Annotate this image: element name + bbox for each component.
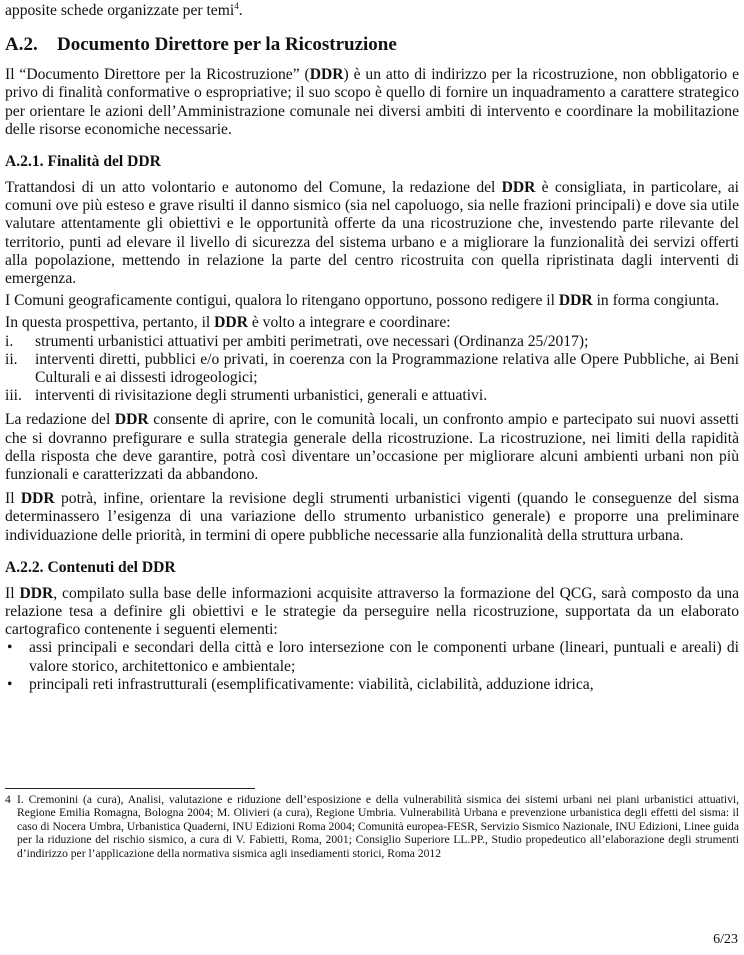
intro-line: apposite schede organizzate per temi$^4$. <box>5 0 243 19</box>
list-item: iii. interventi di rivisitazione degli strumenti urbanistici, generali e attuativi. <box>5 387 488 405</box>
paragraph-revisione: Il DDR potrà, infine, orientare la revisione degli strumenti urbanistici vigenti (quando le conseguenze del sisma determinassero l’esigenza di una variazione dello strumento urbanistico generale) e proporre una preliminare individuazione delle priorità, in termini di opere pubbliche necessarie alla funzionalità della struttura urbana. <box>5 490 739 544</box>
subsection-heading-contenuti: A.2.2. Contenuti del DDR <box>5 558 176 576</box>
paragraph-contenuti: Il DDR, compilato sulla base delle informazioni acquisite attraverso la formazione del QCG, sarà composto da una relazione tesa a definire gli obiettivi e le strategie da perseguire nella ricostruzione, supportata da un elaborato cartografico contenente i seguenti elementi: <box>5 584 739 639</box>
paragraph-ddr-definition: Il “Documento Direttore per la Ricostruzione” (DDR) è un atto di indirizzo per la ricostruzione, non obbligatorio e privo di finalità conformative o espropriative; il suo scopo è quello di fornire un inquadramento a carattere strategico per orientare le azioni dell’Amministrazione comunale nei diversi ambiti di intervento e coordinare la mobilitazione delle risorse economiche necessarie. <box>5 66 739 138</box>
page-number: 6/23 <box>713 932 738 947</box>
paragraph-prospettiva: In questa prospettiva, pertanto, il DDR è volto a integrare e coordinare: <box>5 314 451 332</box>
bullet-list <box>5 639 739 694</box>
paragraph-comuni-contigui: I Comuni geograficamente contigui, qualora lo ritengano opportuno, possono redigere il DDR in forma congiunta. <box>5 292 720 310</box>
document-page <box>5 0 739 694</box>
paragraph-finalita: Trattandosi di un atto volontario e autonomo del Comune, la redazione del DDR è consigliata, in particolare, ai comuni ove più esteso e grave risulti il danno sismico (sia nel capoluogo, sia nelle frazioni principali) e dove sia utile valutare attentamente gli obiettivi e le opportunità offerte da una ricostruzione che, investendo parte rilevante del territorio, punti ad elevare il livello di sicurezza del sistema urbano e a migliorare la funzionalità dei servizi offerti alla popolazione, mettendo in relazione la parte del centro ricostruita con quella ripristinata dagli interventi di emergenza. <box>5 179 739 288</box>
list-item: i. strumenti urbanistici attuativi per ambiti perimetrati, ove necessari (Ordinanza 25/2017); <box>5 332 589 350</box>
list-item: • principali reti infrastrutturali (esemplificativamente: viabilità, ciclabilità, adduzione idrica, <box>7 675 594 693</box>
subsection-heading-finalita: A.2.1. Finalità del DDR <box>5 153 161 171</box>
footnote-separator <box>5 788 255 789</box>
paragraph-redazione: La redazione del DDR consente di aprire, con le comunità locali, un confronto ampio e partecipato sui nuovi assetti che si dovranno prefigurare e sulla strategia generale della ricostruzione. La ricostruzione, nei limiti della rapidità della risposta che deve garantire, potrà così diventare un’occasione per migliorare alcuni ambienti urbani non più funzionali e caratterizzati da abbandono. <box>5 411 739 484</box>
list-item: • assi principali e secondari della città e loro intersezione con le componenti urbane (lineari, puntuali e areali) di valore storico, architettonico e ambientale; <box>7 639 739 675</box>
roman-list <box>5 333 739 406</box>
footnote-ref: 4 <box>234 0 239 11</box>
footnote: 4 I. Cremonini (a cura), Analisi, valutazione e riduzione dell’esposizione e della vulnerabilità sismica dei sistemi urbani nei piani urbanistici attuativi, Regione Emilia Romagna, Bologna 2004; M. Olivieri (a cura), Regione Umbria. Vulnerabilità Urbana e prevenzione urbanistica degli effetti del sisma: il caso di Nocera Umbra, Urbanistica Quaderni, INU Edizioni Roma 2004; Comunità europea-FESR, Servizio Sismico Nazionale, INU Edizioni, Linee guida per la riduzione del rischio sismico, a cura di V. Fabietti, Roma, 2001; Consiglio Superiore LL.PP., Studio propedeutico all’elaborazione degli strumenti d’indirizzo per l’applicazione della normativa sismica agli insediamenti storici, Roma 2012 <box>5 793 739 860</box>
section-heading: A.2. Documento Direttore per la Ricostruzione <box>5 34 397 56</box>
list-item: ii. interventi diretti, pubblici e/o privati, in coerenza con la Programmazione relativa alle Opere Pubbliche, ai Beni Culturali e ai dissesti idrogeologici; <box>5 350 739 387</box>
